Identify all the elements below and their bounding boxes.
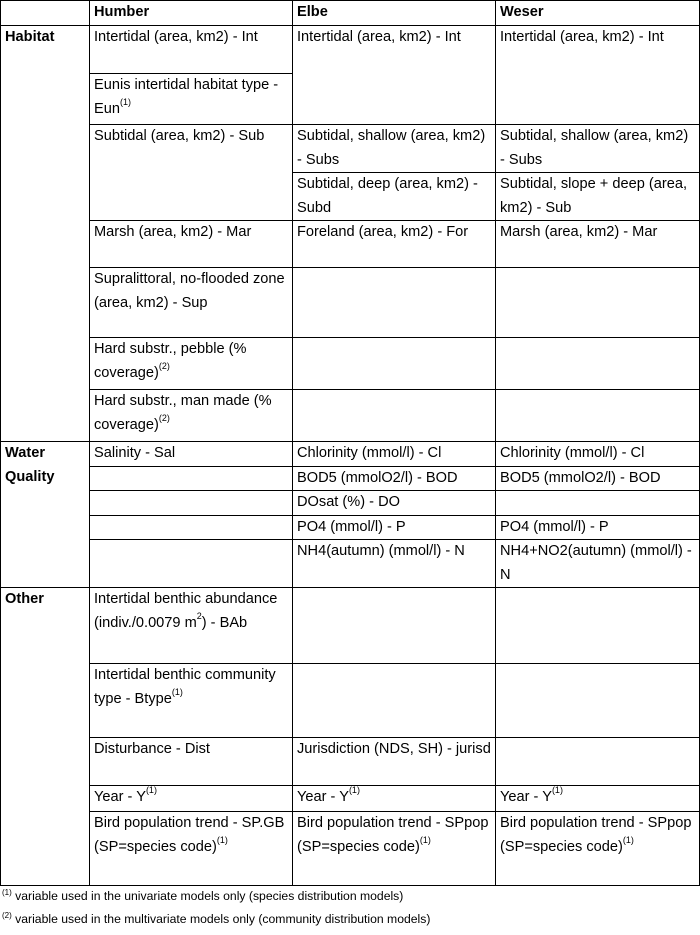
cell-elbe-bod: BOD5 (mmolO2/l) - BOD xyxy=(293,466,496,491)
category-water-quality: Water Quality xyxy=(1,442,90,588)
table-row xyxy=(1,491,700,516)
cell-elbe-cl: Chlorinity (mmol/l) - Cl xyxy=(293,442,496,467)
cell-elbe-bird xyxy=(293,812,496,886)
table-row xyxy=(1,540,700,588)
table-row xyxy=(1,738,700,786)
cell-empty xyxy=(293,338,496,390)
cell-weser-mar: Marsh (area, km2) - Mar xyxy=(496,221,700,268)
table-row xyxy=(1,664,700,738)
cell-weser-sub: Subtidal, slope + deep (area, km2) - Sub xyxy=(496,173,700,221)
cell-text: Intertidal benthic abundance (indiv./0.0079 m xyxy=(94,591,278,631)
footnote-marker: (1) xyxy=(622,834,634,845)
table-row xyxy=(1,338,700,390)
footnote-marker: (2) xyxy=(2,910,12,920)
cell-humber-manmade xyxy=(90,390,293,442)
header-humber: Humber xyxy=(90,1,293,26)
cell-humber-btype xyxy=(90,664,293,738)
table-row xyxy=(1,786,700,812)
category-habitat: Habitat xyxy=(1,26,90,442)
cell-elbe-int: Intertidal (area, km2) - Int xyxy=(293,26,496,125)
cell-weser-p: PO4 (mmol/l) - P xyxy=(496,515,700,540)
cell-humber-dist: Disturbance - Dist xyxy=(90,738,293,786)
cell-elbe-year xyxy=(293,786,496,812)
table-row xyxy=(1,390,700,442)
footnote-marker: (2) xyxy=(158,360,170,371)
cell-empty xyxy=(496,390,700,442)
table-row xyxy=(1,515,700,540)
cell-weser-int: Intertidal (area, km2) - Int xyxy=(496,26,700,125)
footnote-marker: (1) xyxy=(216,834,228,845)
header-row xyxy=(1,1,700,26)
table-row xyxy=(1,221,700,268)
cell-empty xyxy=(293,268,496,338)
table-row xyxy=(1,268,700,338)
cell-empty xyxy=(90,515,293,540)
cell-text: Year - Y xyxy=(297,789,349,805)
cell-empty xyxy=(293,390,496,442)
cell-humber-bird xyxy=(90,812,293,886)
cell-text: Bird population trend - SPpop (SP=species code) xyxy=(500,815,692,855)
cell-text: Eunis intertidal habitat type - Eun xyxy=(94,77,279,117)
cell-empty xyxy=(90,540,293,588)
cell-empty xyxy=(293,664,496,738)
table-row xyxy=(1,588,700,664)
footnote-2 xyxy=(2,908,430,931)
cell-humber-year xyxy=(90,786,293,812)
cell-empty xyxy=(496,738,700,786)
cell-humber-int: Intertidal (area, km2) - Int xyxy=(90,26,293,74)
cell-empty xyxy=(496,338,700,390)
cell-empty xyxy=(496,664,700,738)
header-elbe: Elbe xyxy=(293,1,496,26)
table-row xyxy=(1,466,700,491)
cell-text: Year - Y xyxy=(94,789,146,805)
cell-weser-year xyxy=(496,786,700,812)
cell-empty xyxy=(90,466,293,491)
cell-weser-n: NH4+NO2(autumn) (mmol/l) - N xyxy=(496,540,700,588)
cell-elbe-n: NH4(autumn) (mmol/l) - N xyxy=(293,540,496,588)
footnote-marker: (1) xyxy=(551,785,563,796)
cell-humber-bab xyxy=(90,588,293,664)
footnote-1 xyxy=(2,885,430,908)
footnote-marker: (1) xyxy=(2,887,12,897)
cell-weser-bod: BOD5 (mmolO2/l) - BOD xyxy=(496,466,700,491)
table-row xyxy=(1,26,700,74)
footnotes xyxy=(2,885,430,931)
cell-elbe-subs: Subtidal, shallow (area, km2) - Subs xyxy=(293,125,496,173)
footnote-text: variable used in the univariate models only (species distribution models) xyxy=(15,889,404,903)
footnote-marker: (1) xyxy=(348,785,360,796)
cell-text: Year - Y xyxy=(500,789,552,805)
cell-empty xyxy=(90,491,293,516)
footnote-marker: (1) xyxy=(145,785,157,796)
cell-weser-bird xyxy=(496,812,700,886)
table-row xyxy=(1,125,700,173)
footnote-marker: (2) xyxy=(158,412,170,423)
cell-elbe-subd: Subtidal, deep (area, km2) - Subd xyxy=(293,173,496,221)
cell-empty xyxy=(496,268,700,338)
category-other: Other xyxy=(1,588,90,886)
cell-humber-sup: Supralittoral, no-flooded zone (area, km2) - Sup xyxy=(90,268,293,338)
cell-weser-cl: Chlorinity (mmol/l) - Cl xyxy=(496,442,700,467)
cell-empty xyxy=(496,588,700,664)
table-row xyxy=(1,812,700,886)
footnote-marker: (1) xyxy=(171,686,183,697)
superscript: 2 xyxy=(196,610,202,621)
cell-weser-subs: Subtidal, shallow (area, km2) - Subs xyxy=(496,125,700,173)
footnote-marker: (1) xyxy=(419,834,431,845)
header-empty xyxy=(1,1,90,26)
cell-humber-mar: Marsh (area, km2) - Mar xyxy=(90,221,293,268)
footnote-marker: (1) xyxy=(119,96,131,107)
cell-empty xyxy=(496,491,700,516)
cell-elbe-jurisd: Jurisdiction (NDS, SH) - jurisd xyxy=(293,738,496,786)
cell-humber-eun xyxy=(90,74,293,125)
table-row xyxy=(1,442,700,467)
cell-text: Intertidal benthic community type - Btype xyxy=(94,667,276,707)
cell-text: Hard substr., man made (% coverage) xyxy=(94,393,272,433)
cell-text: Bird population trend - SPpop (SP=species code) xyxy=(297,815,489,855)
cell-empty xyxy=(293,588,496,664)
cell-elbe-do: DOsat (%) - DO xyxy=(293,491,496,516)
cell-text: ) - BAb xyxy=(201,614,248,631)
cell-humber-pebble xyxy=(90,338,293,390)
cell-elbe-p: PO4 (mmol/l) - P xyxy=(293,515,496,540)
cell-humber-sub: Subtidal (area, km2) - Sub xyxy=(90,125,293,221)
header-weser: Weser xyxy=(496,1,700,26)
cell-humber-sal: Salinity - Sal xyxy=(90,442,293,467)
cell-elbe-for: Foreland (area, km2) - For xyxy=(293,221,496,268)
cell-text: Bird population trend - SP.GB (SP=species code) xyxy=(94,815,285,855)
footnote-text: variable used in the multivariate models only (community distribution models) xyxy=(15,912,431,926)
cell-text: Hard substr., pebble (% coverage) xyxy=(94,341,247,381)
